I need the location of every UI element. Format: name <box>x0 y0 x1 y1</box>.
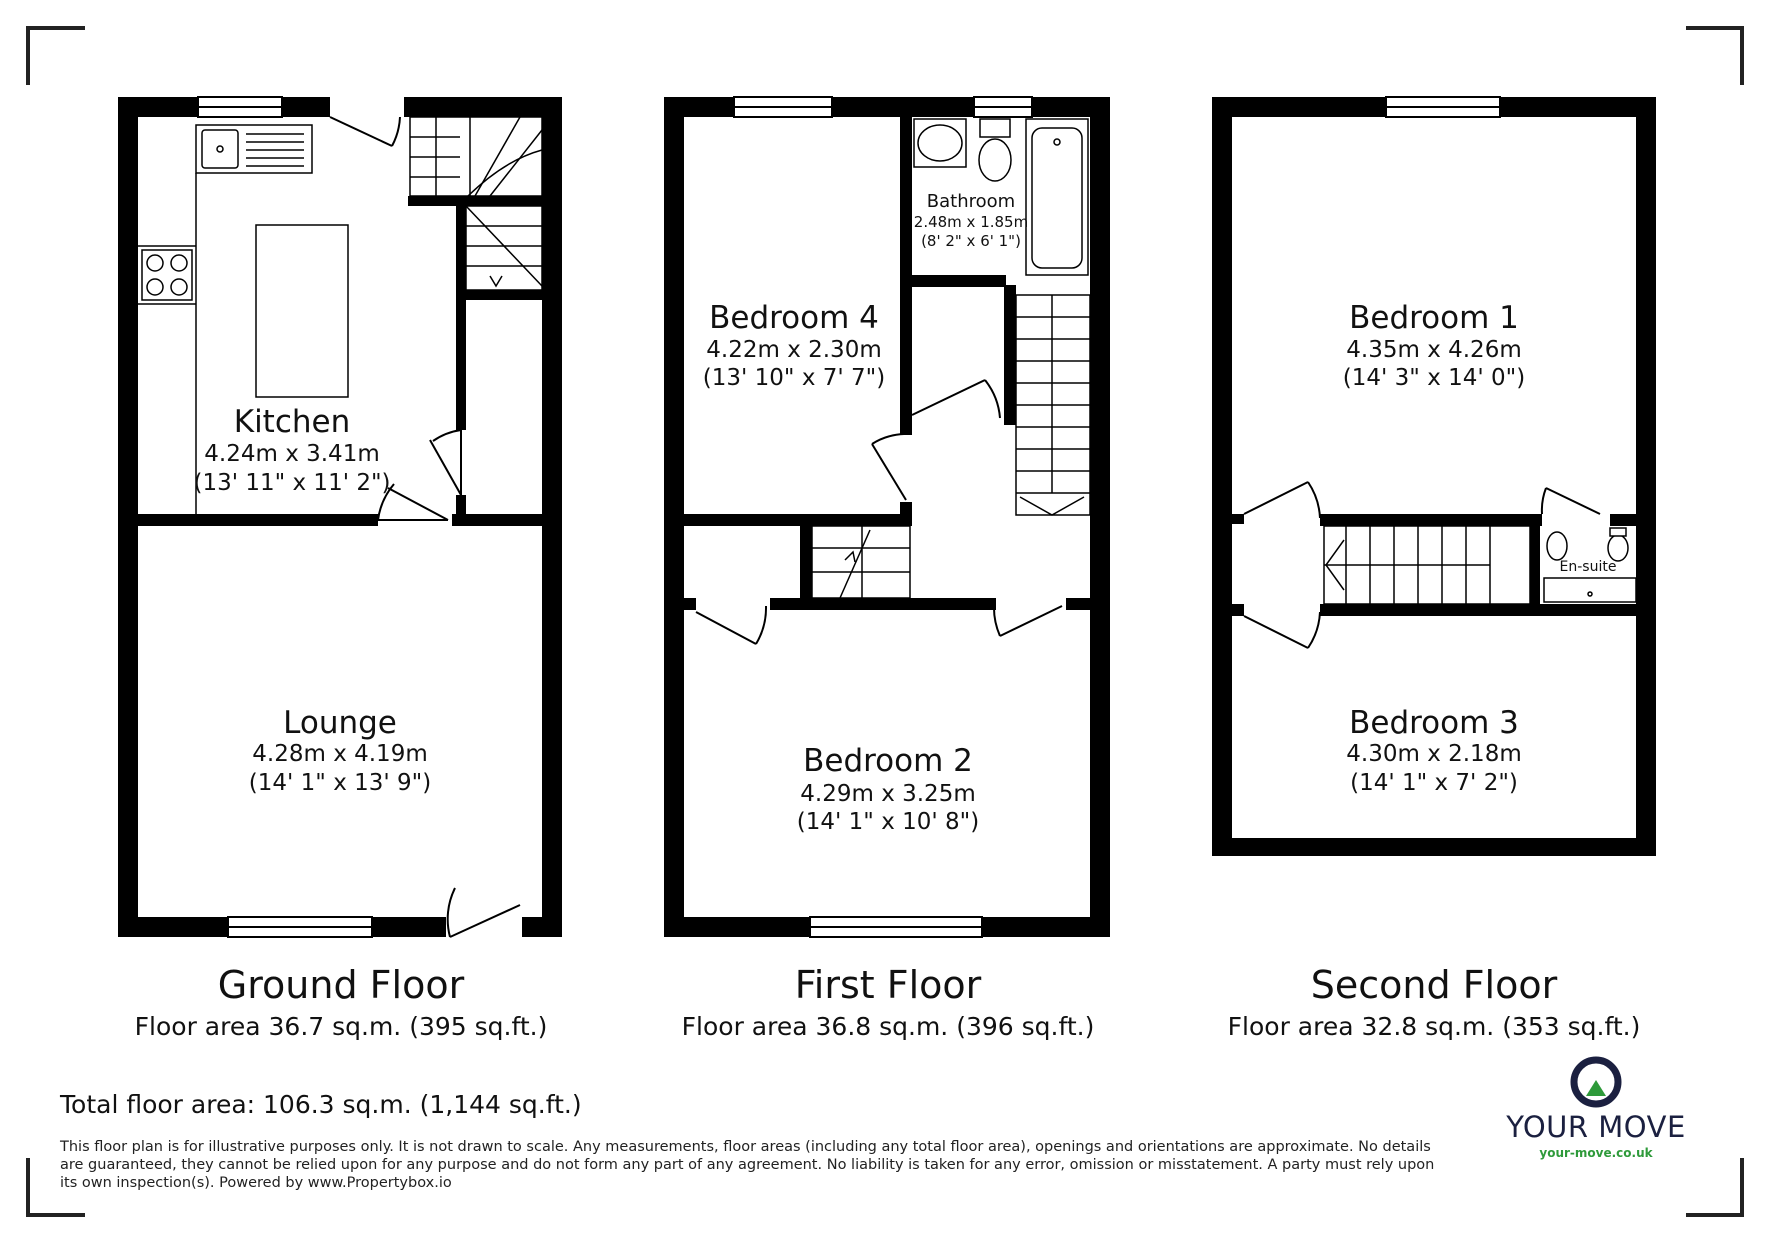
disclaimer-text: This floor plan is for illustrative purposes only. It is not drawn to scale. Any measurements, floor areas (including any total floor area), openings and orientations are approximate. No details are guaranteed, they cannot be relied upon for any purpose and do not form any part of any agreement. No liability is taken for any error, omission or misstatement. A party must rely upon its own inspection(s). Powered by www.Propertybox.io <box>60 1139 1435 1191</box>
kitchen-hob <box>142 250 192 300</box>
first-small-stairs <box>812 526 910 598</box>
room-name-bedroom-4: Bedroom 4 <box>709 300 879 336</box>
ground-floor-plan <box>118 97 562 937</box>
second-stairs <box>1324 526 1530 604</box>
room-metric-bedroom-1: 4.35m x 4.26m <box>1346 337 1522 363</box>
room-name-bathroom: Bathroom <box>926 191 1016 212</box>
room-metric-kitchen: 4.24m x 3.41m <box>204 441 380 467</box>
total-floor-area: Total floor area: 106.3 sq.m. (1,144 sq.ft.) <box>60 1090 582 1119</box>
floor-title-ground: Ground Floor <box>217 963 465 1007</box>
room-imperial-kitchen: (13' 11" x 11' 2") <box>193 470 391 496</box>
room-name-kitchen: Kitchen <box>233 404 351 440</box>
kitchen-sink <box>196 125 312 173</box>
room-name-bedroom-2: Bedroom 2 <box>803 743 973 779</box>
room-name-lounge: Lounge <box>283 705 397 741</box>
room-name-bedroom-1: Bedroom 1 <box>1349 300 1519 336</box>
room-metric-bedroom-3: 4.30m x 2.18m <box>1346 741 1522 767</box>
kitchen-island <box>256 225 348 397</box>
floor-area-second: Floor area 32.8 sq.m. (353 sq.ft.) <box>1227 1012 1641 1041</box>
ground-doors <box>330 117 520 937</box>
room-imperial-bedroom-3: (14' 1" x 7' 2") <box>1350 770 1518 796</box>
floor-area-ground: Floor area 36.7 sq.m. (395 sq.ft.) <box>134 1012 548 1041</box>
your-move-logo <box>1574 1060 1618 1104</box>
room-imperial-bathroom: (8' 2" x 6' 1") <box>921 232 1021 250</box>
floor-area-first: Floor area 36.8 sq.m. (396 sq.ft.) <box>681 1012 1095 1041</box>
room-metric-lounge: 4.28m x 4.19m <box>252 741 428 767</box>
floor-title-first: First Floor <box>794 963 982 1007</box>
brand-url[interactable]: your-move.co.uk <box>1539 1146 1653 1160</box>
floor-title-second: Second Floor <box>1310 963 1558 1007</box>
first-stairs <box>1016 295 1090 515</box>
room-name-bedroom-3: Bedroom 3 <box>1349 705 1519 741</box>
room-metric-bathroom: 2.48m x 1.85m <box>913 213 1029 231</box>
room-name-en-suite: En-suite <box>1559 559 1617 575</box>
brand-name: YOUR MOVE <box>1506 1110 1686 1144</box>
room-imperial-lounge: (14' 1" x 13' 9") <box>248 770 432 796</box>
room-imperial-bedroom-1: (14' 3" x 14' 0") <box>1342 365 1526 391</box>
room-imperial-bedroom-2: (14' 1" x 10' 8") <box>796 809 980 835</box>
room-metric-bedroom-4: 4.22m x 2.30m <box>706 337 882 363</box>
room-metric-bedroom-2: 4.29m x 3.25m <box>800 781 976 807</box>
room-imperial-bedroom-4: (13' 10" x 7' 7") <box>702 365 886 391</box>
